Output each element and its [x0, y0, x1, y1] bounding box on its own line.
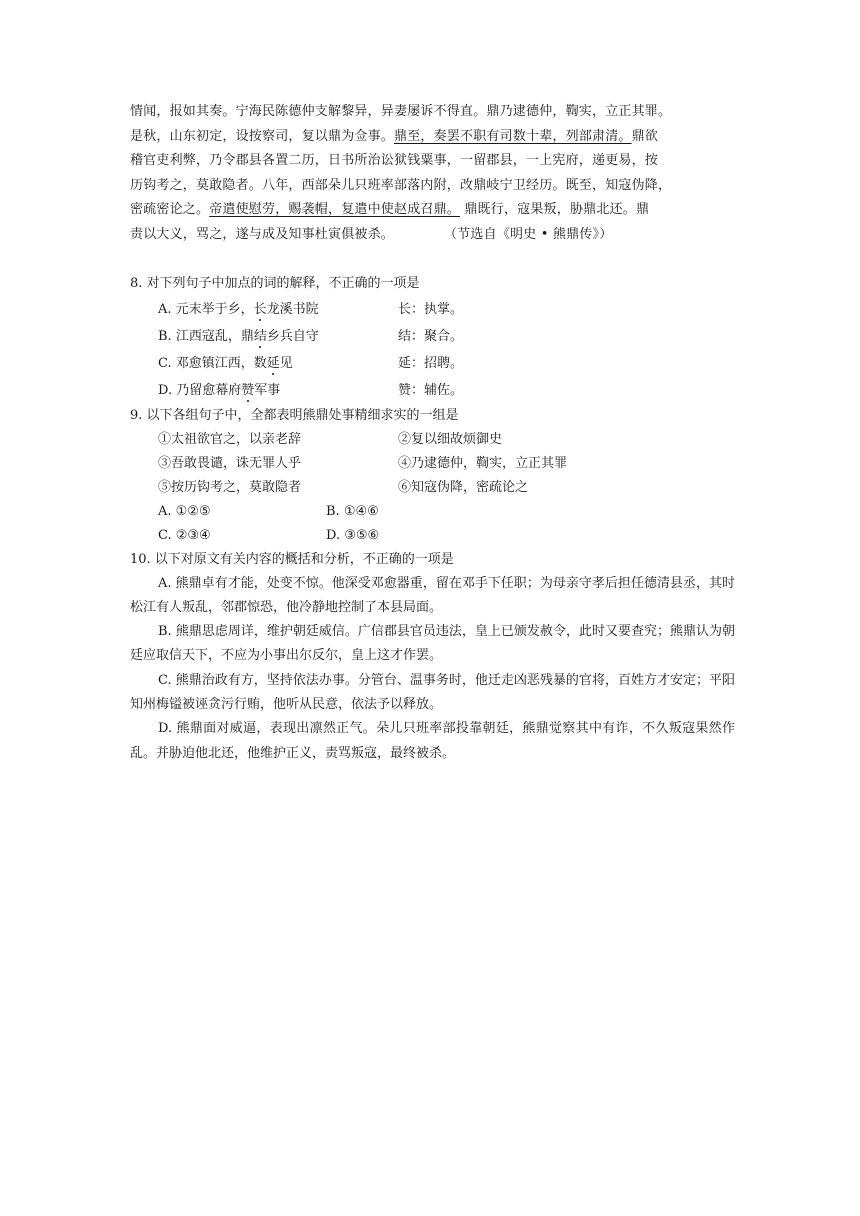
numbered-sentence: ④乃逮德仲，鞫实，立正其罪	[398, 455, 568, 471]
source-citation: （节选自《明史 • 熊鼎传》）	[444, 226, 613, 242]
document-page	[130, 100, 735, 766]
passage-line	[130, 125, 735, 150]
option-text: 乡兵自守	[266, 328, 319, 344]
passage-line-text: 鼎既行，寇果叛，胁鼎北还。鼎	[460, 202, 650, 218]
passage-line-text: 是秋，山东初定，设按察司，复以鼎为佥事。	[130, 128, 395, 144]
question-9-title: 9. 以下各组句子中，全都表明熊鼎处事精细求实的一组是	[130, 407, 459, 423]
question-8-option	[130, 350, 735, 377]
passage-line-text: 责以大义，骂之，遂与成及知事杜寅俱被杀。	[130, 226, 395, 242]
dotted-word: 结	[253, 328, 267, 344]
passage-line-text: 情闻，报如其奏。宁海民陈德仲支解黎异，异妻屡诉不得直。鼎乃逮德仲，鞫实，立正其罪。	[130, 104, 672, 119]
option-text: B. 江西寇乱，鼎	[158, 328, 254, 344]
sentence-pair-row	[130, 452, 735, 476]
question-8-title: 8. 对下列句子中加点的词的解释，不正确的一项是	[130, 275, 420, 291]
option-gloss: 长：执掌。	[398, 301, 464, 317]
question-10-options	[130, 572, 735, 766]
option-sentence	[158, 377, 398, 404]
passage-text	[130, 100, 735, 248]
passage-line-text: 稽官吏利弊，乃令郡县各置二历，日书所治讼狱钱粟事，一留郡县，一上宪府，递更易，按	[130, 153, 659, 169]
question-10-option: D. 熊鼎面对威逼，表现出凛然正气。朵儿只班率部投靠朝廷，熊鼎觉察其中有诈，不久叛寇果然作乱。并胁迫他北还，他维护正义，责骂叛寇，最终被杀。	[130, 721, 735, 761]
numbered-sentence: ②复以细故烦御史	[398, 431, 503, 447]
option-sentence	[158, 296, 398, 323]
passage-line	[130, 100, 735, 125]
answer-choice-row	[130, 500, 735, 524]
option-text: A. 元末举于乡，	[158, 301, 254, 317]
option-text: C. 邓愈镇江西，数	[158, 355, 267, 371]
option-gloss: 赞：辅佐。	[398, 382, 464, 398]
numbered-sentence: ①太祖欲官之，以亲老辞	[158, 431, 302, 447]
passage-line	[130, 174, 735, 199]
question-8-option	[130, 377, 735, 404]
answer-choice: C. ②③④	[158, 527, 211, 543]
answer-choice: A. ①②⑤	[158, 503, 211, 519]
sentence-pair-row	[130, 476, 735, 500]
passage-line	[130, 223, 735, 248]
passage-line-text: 鼎欲	[631, 128, 659, 144]
option-sentence	[158, 323, 398, 350]
passage-line	[130, 198, 735, 223]
option-text: 见	[279, 355, 293, 371]
question-10-option: A. 熊鼎卓有才能，处变不惊。他深受邓愈器重，留在邓手下任职；为母亲守孝后担任德清县丞，其时松江有人叛乱，邻郡惊恐，他冷静地控制了本县局面。	[130, 575, 735, 615]
option-gloss: 结：聚合。	[398, 328, 464, 344]
option-sentence	[158, 350, 398, 377]
option-gloss: 延：招聘。	[398, 355, 464, 371]
question-10-title: 10. 以下对原文有关内容的概括和分析，不正确的一项是	[130, 551, 454, 567]
question-8-option	[130, 296, 735, 323]
sentence-pair-row	[130, 428, 735, 452]
numbered-sentence: ⑥知寇伪降，密疏论之	[398, 479, 529, 495]
question-10-option: B. 熊鼎思虑周详，维护朝廷威信。广信郡县官员违法，皇上已颁发赦令，此时又要查究；熊鼎认为朝廷应取信天下，不应为小事出尔反尔，皇上这才作罢。	[130, 624, 735, 664]
question-8-options	[130, 296, 735, 404]
passage-line-text: 密疏密论之。	[130, 202, 210, 218]
dotted-word: 长	[253, 301, 267, 317]
numbered-sentence: ⑤按历钩考之，莫敢隐者	[158, 479, 302, 495]
option-text: 军事	[254, 382, 281, 398]
question-9-pairs	[130, 428, 735, 548]
dotted-word: 延	[266, 355, 280, 371]
answer-choice-row	[130, 524, 735, 548]
question-8-option	[130, 323, 735, 350]
underlined-sentence: 帝遣使慰劳，赐袭帽，复遣中使赵成召鼎。	[209, 202, 461, 218]
numbered-sentence: ③吾敢畏谴，诛无罪人乎	[158, 455, 302, 471]
option-text: D. 乃留愈幕府	[158, 382, 242, 398]
option-text: 龙溪书院	[266, 301, 319, 317]
dotted-word: 赞	[241, 382, 255, 398]
underlined-sentence: 鼎至，奏罢不职有司数十辈，列部肃清。	[394, 128, 632, 144]
answer-choice: D. ③⑤⑥	[326, 527, 380, 543]
passage-line-text: 历钩考之，莫敢隐者。八年，西部朵儿只班率部落内附，改鼎岐宁卫经历。既至，知寇伪降，	[130, 177, 672, 193]
passage-line	[130, 149, 735, 174]
answer-choice: B. ①④⑥	[326, 503, 379, 519]
question-10-option: C. 熊鼎治政有方，坚持依法办事。分管台、温事务时，他迁走凶恶残暴的官将，百姓方才安定；平阳知州梅镒被诬贪污行贿，他听从民意，依法予以释放。	[130, 672, 735, 713]
